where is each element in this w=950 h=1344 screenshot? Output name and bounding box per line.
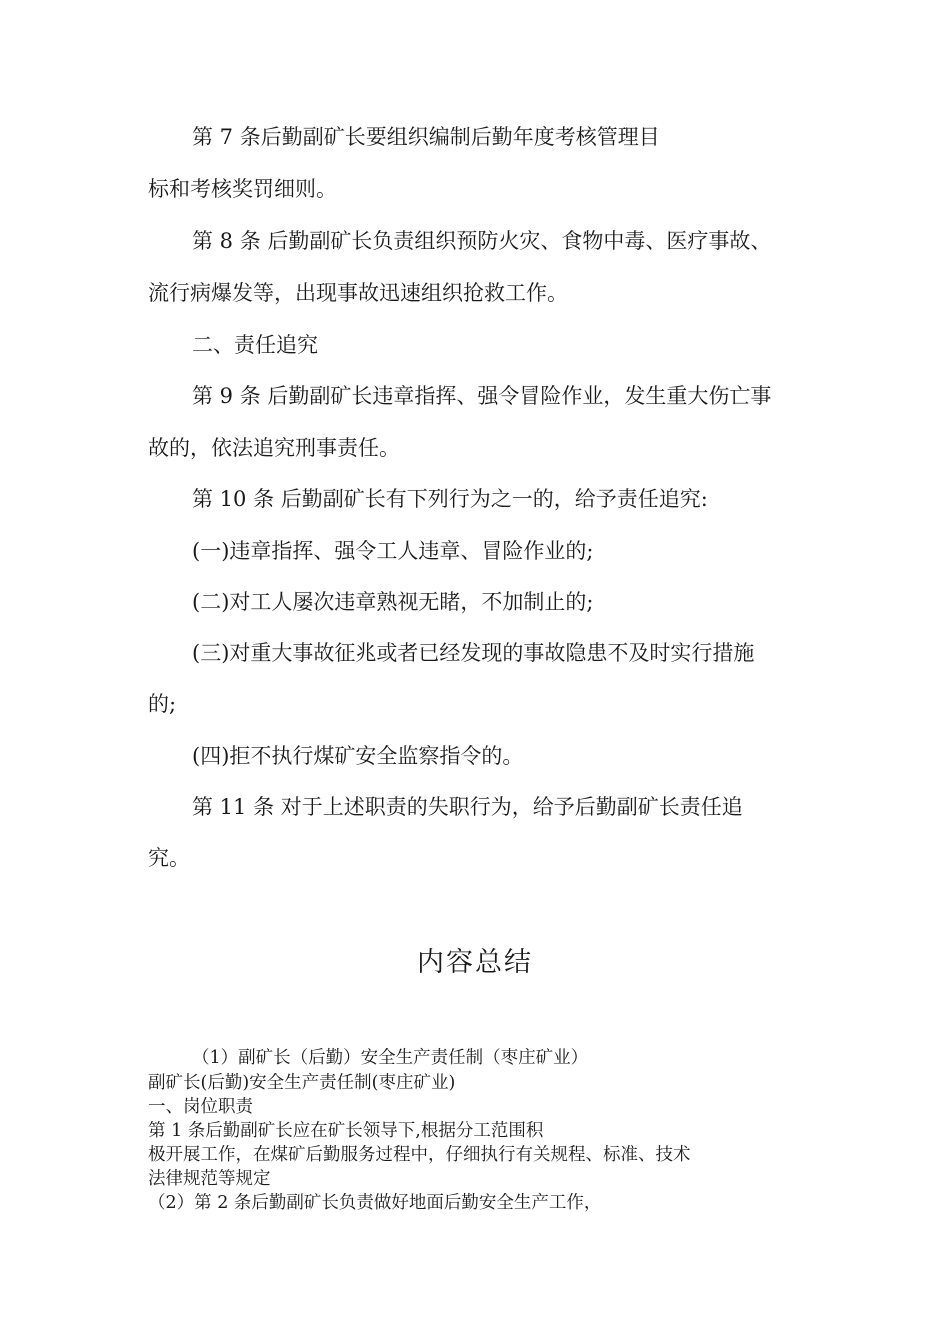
- section-heading-responsibility: 二、责任追究: [192, 333, 318, 357]
- summary-line-3: 一、岗位职责: [148, 1097, 253, 1117]
- summary-line-1: （1）副矿长（后勤）安全生产责任制（枣庄矿业）: [192, 1048, 589, 1068]
- article-7-line-1: 第 7 条后勤副矿长要组织编制后勤年度考核管理目: [192, 125, 660, 149]
- summary-line-2: 副矿长(后勤)安全生产责任制(枣庄矿业): [148, 1073, 456, 1093]
- summary-title: 内容总结: [417, 947, 533, 978]
- article-8-line-1: 第 8 条 后勤副矿长负责组织预防火灾、食物中毒、医疗事故、: [192, 229, 772, 253]
- article-11-line-2: 究。: [148, 846, 190, 870]
- article-10-line: 第 10 条 后勤副矿长有下列行为之一的，给予责任追究:: [192, 487, 708, 511]
- summary-line-5: 极开展工作，在煤矿后勤服务过程中，仔细执行有关规程、标准、技术: [148, 1145, 691, 1165]
- article-9-line-1: 第 9 条 后勤副矿长违章指挥、强令冒险作业，发生重大伤亡事: [192, 384, 772, 408]
- article-7-line-2: 标和考核奖罚细则。: [148, 177, 337, 201]
- summary-line-7: （2）第 2 条后勤副矿长负责做好地面后勤安全生产工作，: [148, 1193, 602, 1213]
- article-8-line-2: 流行病爆发等，出现事故迅速组织抢救工作。: [148, 281, 568, 305]
- list-item-4: (四)拒不执行煤矿安全监察指令的。: [192, 744, 524, 768]
- list-item-3-line-2: 的;: [148, 692, 177, 716]
- list-item-2: (二)对工人屡次违章熟视无睹，不加制止的;: [192, 590, 594, 614]
- article-9-line-2: 故的，依法追究刑事责任。: [148, 436, 400, 460]
- list-item-1: (一)违章指挥、强令工人违章、冒险作业的;: [192, 539, 594, 563]
- summary-line-6: 法律规范等规定: [148, 1169, 271, 1189]
- summary-line-4: 第 1 条后勤副矿长应在矿长领导下,根据分工范围积: [148, 1121, 544, 1141]
- article-11-line-1: 第 11 条 对于上述职责的失职行为，给予后勤副矿长责任追: [192, 795, 743, 819]
- list-item-3-line-1: (三)对重大事故征兆或者已经发现的事故隐患不及时实行措施: [192, 641, 755, 665]
